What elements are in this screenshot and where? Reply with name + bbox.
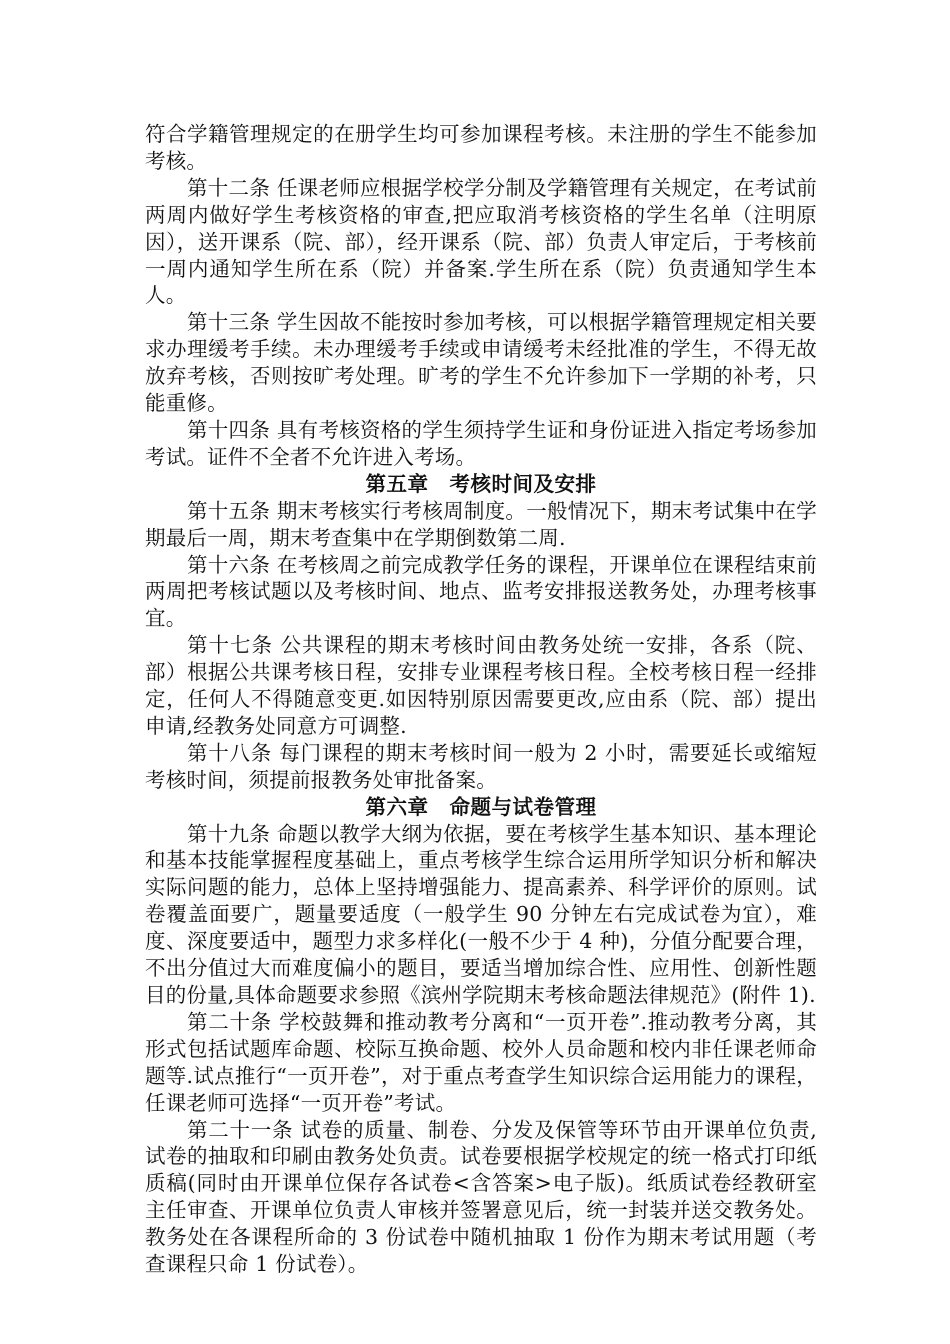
article-18: 第十八条 每门课程的期末考核时间一般为 2 小时，需要延长或缩短考核时间，须提前报教务处审批备案。 bbox=[145, 740, 817, 792]
article-21: 第二十一条 试卷的质量、制卷、分发及保管等环节由开课单位负责,试卷的抽取和印刷由教务处负责。试卷要根据学校规定的统一格式打印纸质稿(同时由开课单位保存各试卷<含答案>电子版)。纸质试卷经教研室主任审查、开课单位负责人审核并签署意见后，统一封装并送交教务处。教务处在各课程所命的 3 份试卷中随机抽取 1 份作为期末考试用题（考查课程只命 1 份试卷）。 bbox=[145, 1117, 817, 1277]
article-17: 第十七条 公共课程的期末考核时间由教务处统一安排，各系（院、部）根据公共课考核日程，安排专业课程考核日程。全校考核日程一经排定，任何人不得随意变更.如因特别原因需要更改,应由系（院、部）提出申请,经教务处同意方可调整. bbox=[145, 633, 817, 738]
article-12: 第十二条 任课老师应根据学校学分制及学籍管理有关规定，在考试前两周内做好学生考核资格的审查,把应取消考核资格的学生名单（注明原因），送开课系（院、部），经开课系（院、部）负责人审定后，于考核前一周内通知学生所在系（院）并备案.学生所在系（院）负责通知学生本人。 bbox=[145, 175, 817, 308]
article-13: 第十三条 学生因故不能按时参加考核，可以根据学籍管理规定相关要求办理缓考手续。未办理缓考手续或申请缓考未经批准的学生，不得无故放弃考核，否则按旷考处理。旷考的学生不允许参加下一学期的补考，只能重修。 bbox=[145, 310, 817, 416]
article-20: 第二十条 学校鼓舞和推动教考分离和“一页开卷”.推动教考分离，其形式包括试题库命题、校际互换命题、校外人员命题和校内非任课老师命题等.试点推行“一页开卷”，对于重点考查学生知识综合运用能力的课程，任课老师可选择“一页开卷”考试。 bbox=[145, 1009, 817, 1115]
article-19: 第十九条 命题以教学大纲为依据，要在考核学生基本知识、基本理论和基本技能掌握程度基础上，重点考核学生综合运用所学知识分析和解决实际问题的能力，总体上坚持增强能力、提高素养、科学评价的原则。试卷覆盖面要广，题量要适度（一般学生 90 分钟左右完成试卷为宜），难度、深度要适中，题型力求多样化(一般不少于 4 种)，分值分配要合理，不出分值过大而难度偏小的题目，要适当增加综合性、应用性、创新性题目的份量,具体命题要求参照《滨州学院期末考核命题法律规范》(附件 1). bbox=[145, 821, 817, 1007]
article-16: 第十六条 在考核周之前完成教学任务的课程，开课单位在课程结束前两周把考核试题以及考核时间、地点、监考安排报送教务处，办理考核事宜。 bbox=[145, 552, 817, 631]
paragraph-continuation: 符合学籍管理规定的在册学生均可参加课程考核。未注册的学生不能参加考核。 bbox=[145, 122, 817, 173]
article-14: 第十四条 具有考核资格的学生须持学生证和身份证进入指定考场参加考试。证件不全者不允许进入考场。 bbox=[145, 417, 817, 469]
article-15: 第十五条 期末考核实行考核周制度。一般情况下，期末考试集中在学期最后一周，期末考查集中在学期倒数第二周. bbox=[145, 498, 817, 550]
chapter-5-heading: 第五章 考核时间及安排 bbox=[365, 471, 597, 496]
chapter-6-heading: 第六章 命题与试卷管理 bbox=[365, 794, 597, 819]
document-page bbox=[145, 121, 817, 1278]
